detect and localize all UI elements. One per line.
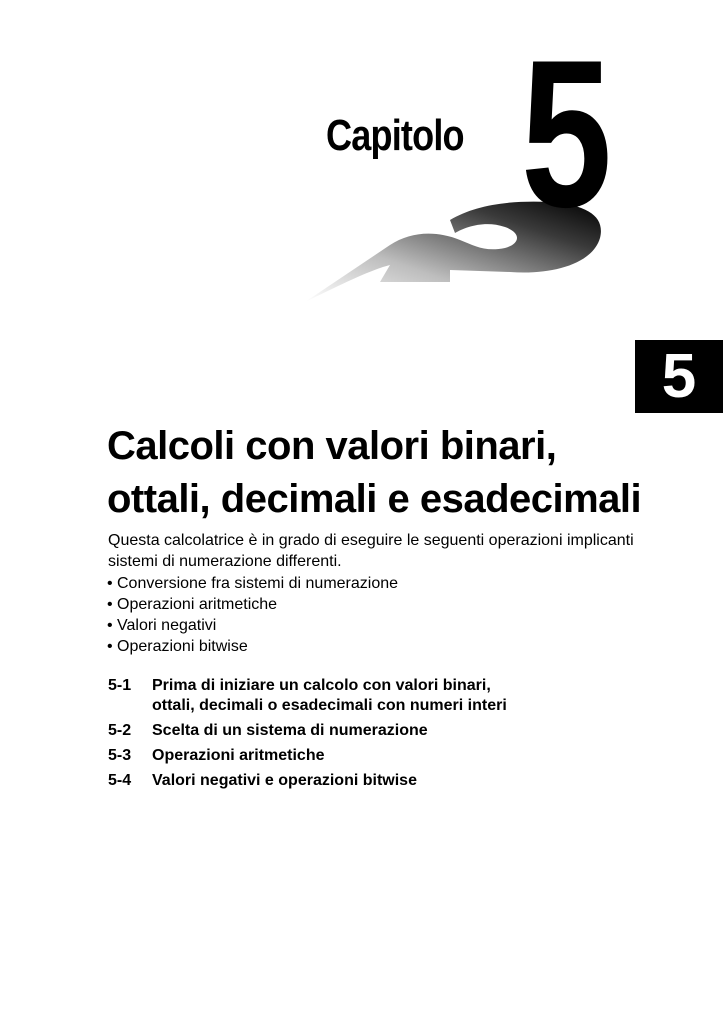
toc-number: 5-1 [108, 677, 132, 694]
list-item: • Valori negativi [107, 617, 217, 634]
page-title [107, 420, 707, 526]
toc-title: Prima di iniziare un calcolo con valori binari, [152, 677, 491, 694]
list-item: • Operazioni bitwise [107, 638, 248, 655]
toc-entry[interactable] [108, 676, 507, 716]
title-line: Calcoli con valori binari, [107, 424, 557, 468]
toc-title: Scelta di un sistema di numerazione [152, 722, 428, 739]
toc-title: ottali, decimali o esadecimali con numeri interi [152, 697, 507, 714]
toc-title: Valori negativi e operazioni bitwise [152, 772, 417, 789]
feature-list [107, 573, 398, 657]
toc-number: 5-4 [108, 772, 132, 789]
list-item: • Conversione fra sistemi di numerazione [107, 575, 399, 592]
toc-entry[interactable] [108, 746, 507, 766]
table-of-contents [108, 676, 507, 796]
chapter-number: 5 [520, 40, 612, 251]
toc-title: Operazioni aritmetiche [152, 747, 325, 764]
list-item: • Operazioni aritmetiche [107, 596, 278, 613]
chapter-tab-marker: 5 [635, 340, 723, 413]
chapter-label: Capitolo [326, 111, 464, 160]
intro-paragraph: Questa calcolatrice è in grado di eseguire le seguenti operazioni implicanti sistemi di numerazione differenti. [108, 532, 634, 570]
toc-entry[interactable] [108, 771, 507, 791]
chapter-number-graphic [300, 40, 630, 310]
toc-entry[interactable] [108, 721, 507, 741]
title-line: ottali, decimali e esadecimali [107, 477, 642, 521]
toc-number: 5-3 [108, 747, 132, 764]
toc-number: 5-2 [108, 722, 132, 739]
